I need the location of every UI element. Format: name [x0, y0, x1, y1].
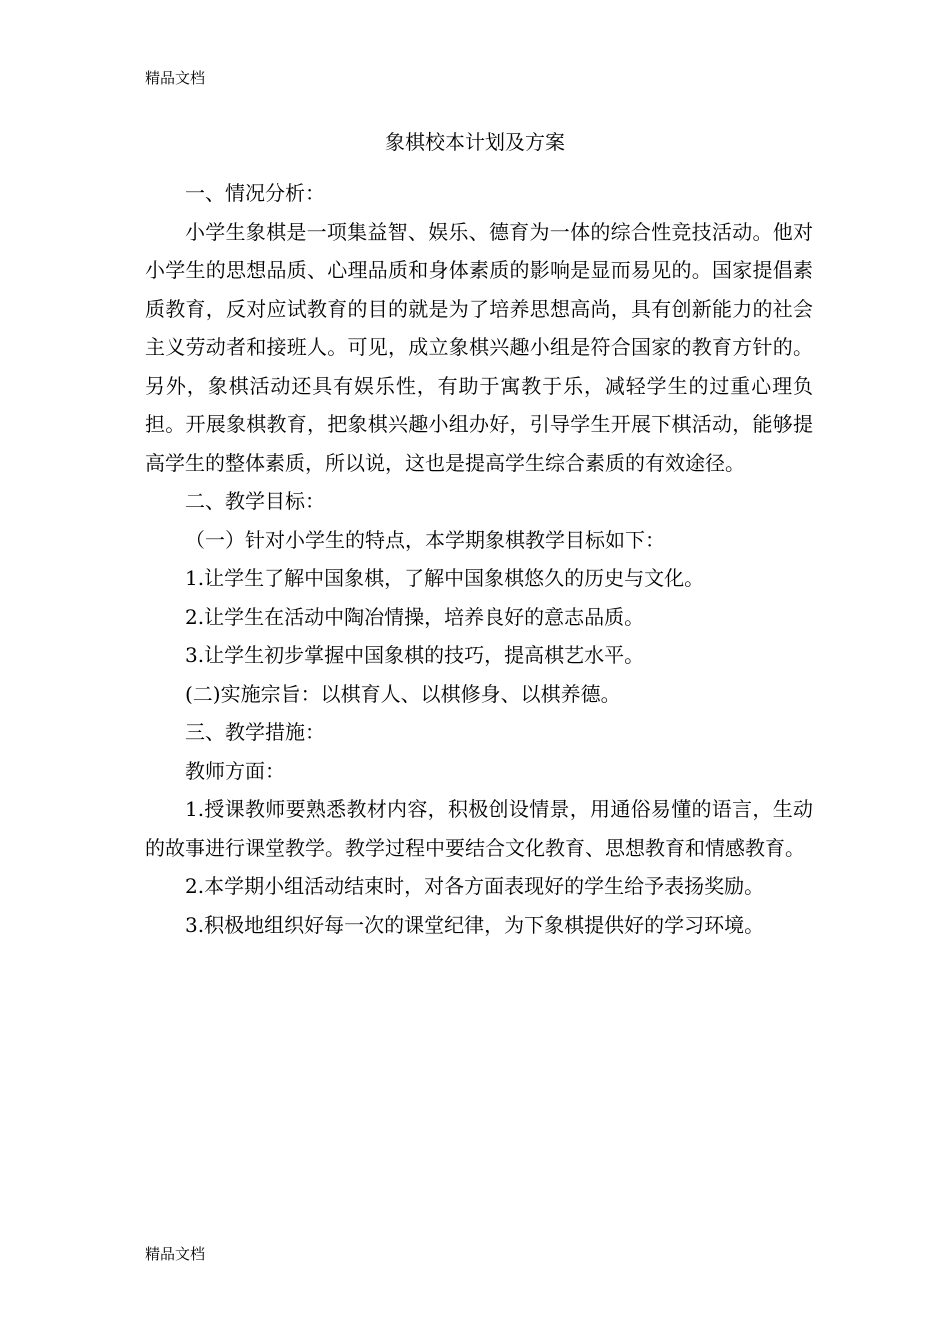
section-heading-goals: 二、教学目标： — [185, 489, 325, 513]
goal-item-3: 3.让学生初步掌握中国象棋的技巧，提高棋艺水平。 — [185, 643, 645, 667]
measure-item-3: 3.积极地组织好每一次的课堂纪律，为下象棋提供好的学习环境。 — [185, 912, 765, 937]
subsection-purpose: (二)实施宗旨：以棋育人、以棋修身、以棋养德。 — [185, 681, 621, 706]
goal-item-1: 1.让学生了解中国象棋，了解中国象棋悠久的历史与文化。 — [185, 566, 705, 590]
document-body — [145, 174, 813, 944]
page-header-mark: 精品文档 — [145, 69, 206, 87]
measure-item-2: 2.本学期小组活动结束时，对各方面表现好的学生给予表扬奖励。 — [185, 874, 765, 898]
paragraph-situation-analysis: 小学生象棋是一项集益智、娱乐、德育为一体的综合性竞技活动。他对小学生的思想品质、心理品质和身体素质的影响是显而易见的。国家提倡素质教育，反对应试教育的目的就是为了培养思想高尚，具有创新能力的社会主义劳动者和接班人。可见，成立象棋兴趣小组是符合国家的教育方针的。另外，象棋活动还具有娱乐性，有助于寓教于乐，减轻学生的过重心理负担。开展象棋教育，把象棋兴趣小组办好，引导学生开展下棋活动，能够提高学生的整体素质，所以说，这也是提高学生综合素质的有效途径。 — [145, 219, 813, 475]
teacher-aspect-heading: 教师方面： — [185, 758, 285, 783]
section-heading-measures: 三、教学措施： — [185, 720, 325, 744]
page-footer-mark: 精品文档 — [145, 1245, 206, 1263]
document-title: 象棋校本计划及方案 — [385, 130, 565, 154]
subsection-goals-intro: （一）针对小学生的特点，本学期象棋教学目标如下： — [185, 527, 665, 552]
goal-item-2: 2.让学生在活动中陶冶情操，培养良好的意志品质。 — [185, 604, 645, 629]
section-heading-situation: 一、情况分析： — [185, 181, 325, 205]
measure-item-1: 1.授课教师要熟悉教材内容，积极创设情景，用通俗易懂的语言，生动的故事进行课堂教学。教学过程中要结合文化教育、思想教育和情感教育。 — [145, 797, 813, 860]
